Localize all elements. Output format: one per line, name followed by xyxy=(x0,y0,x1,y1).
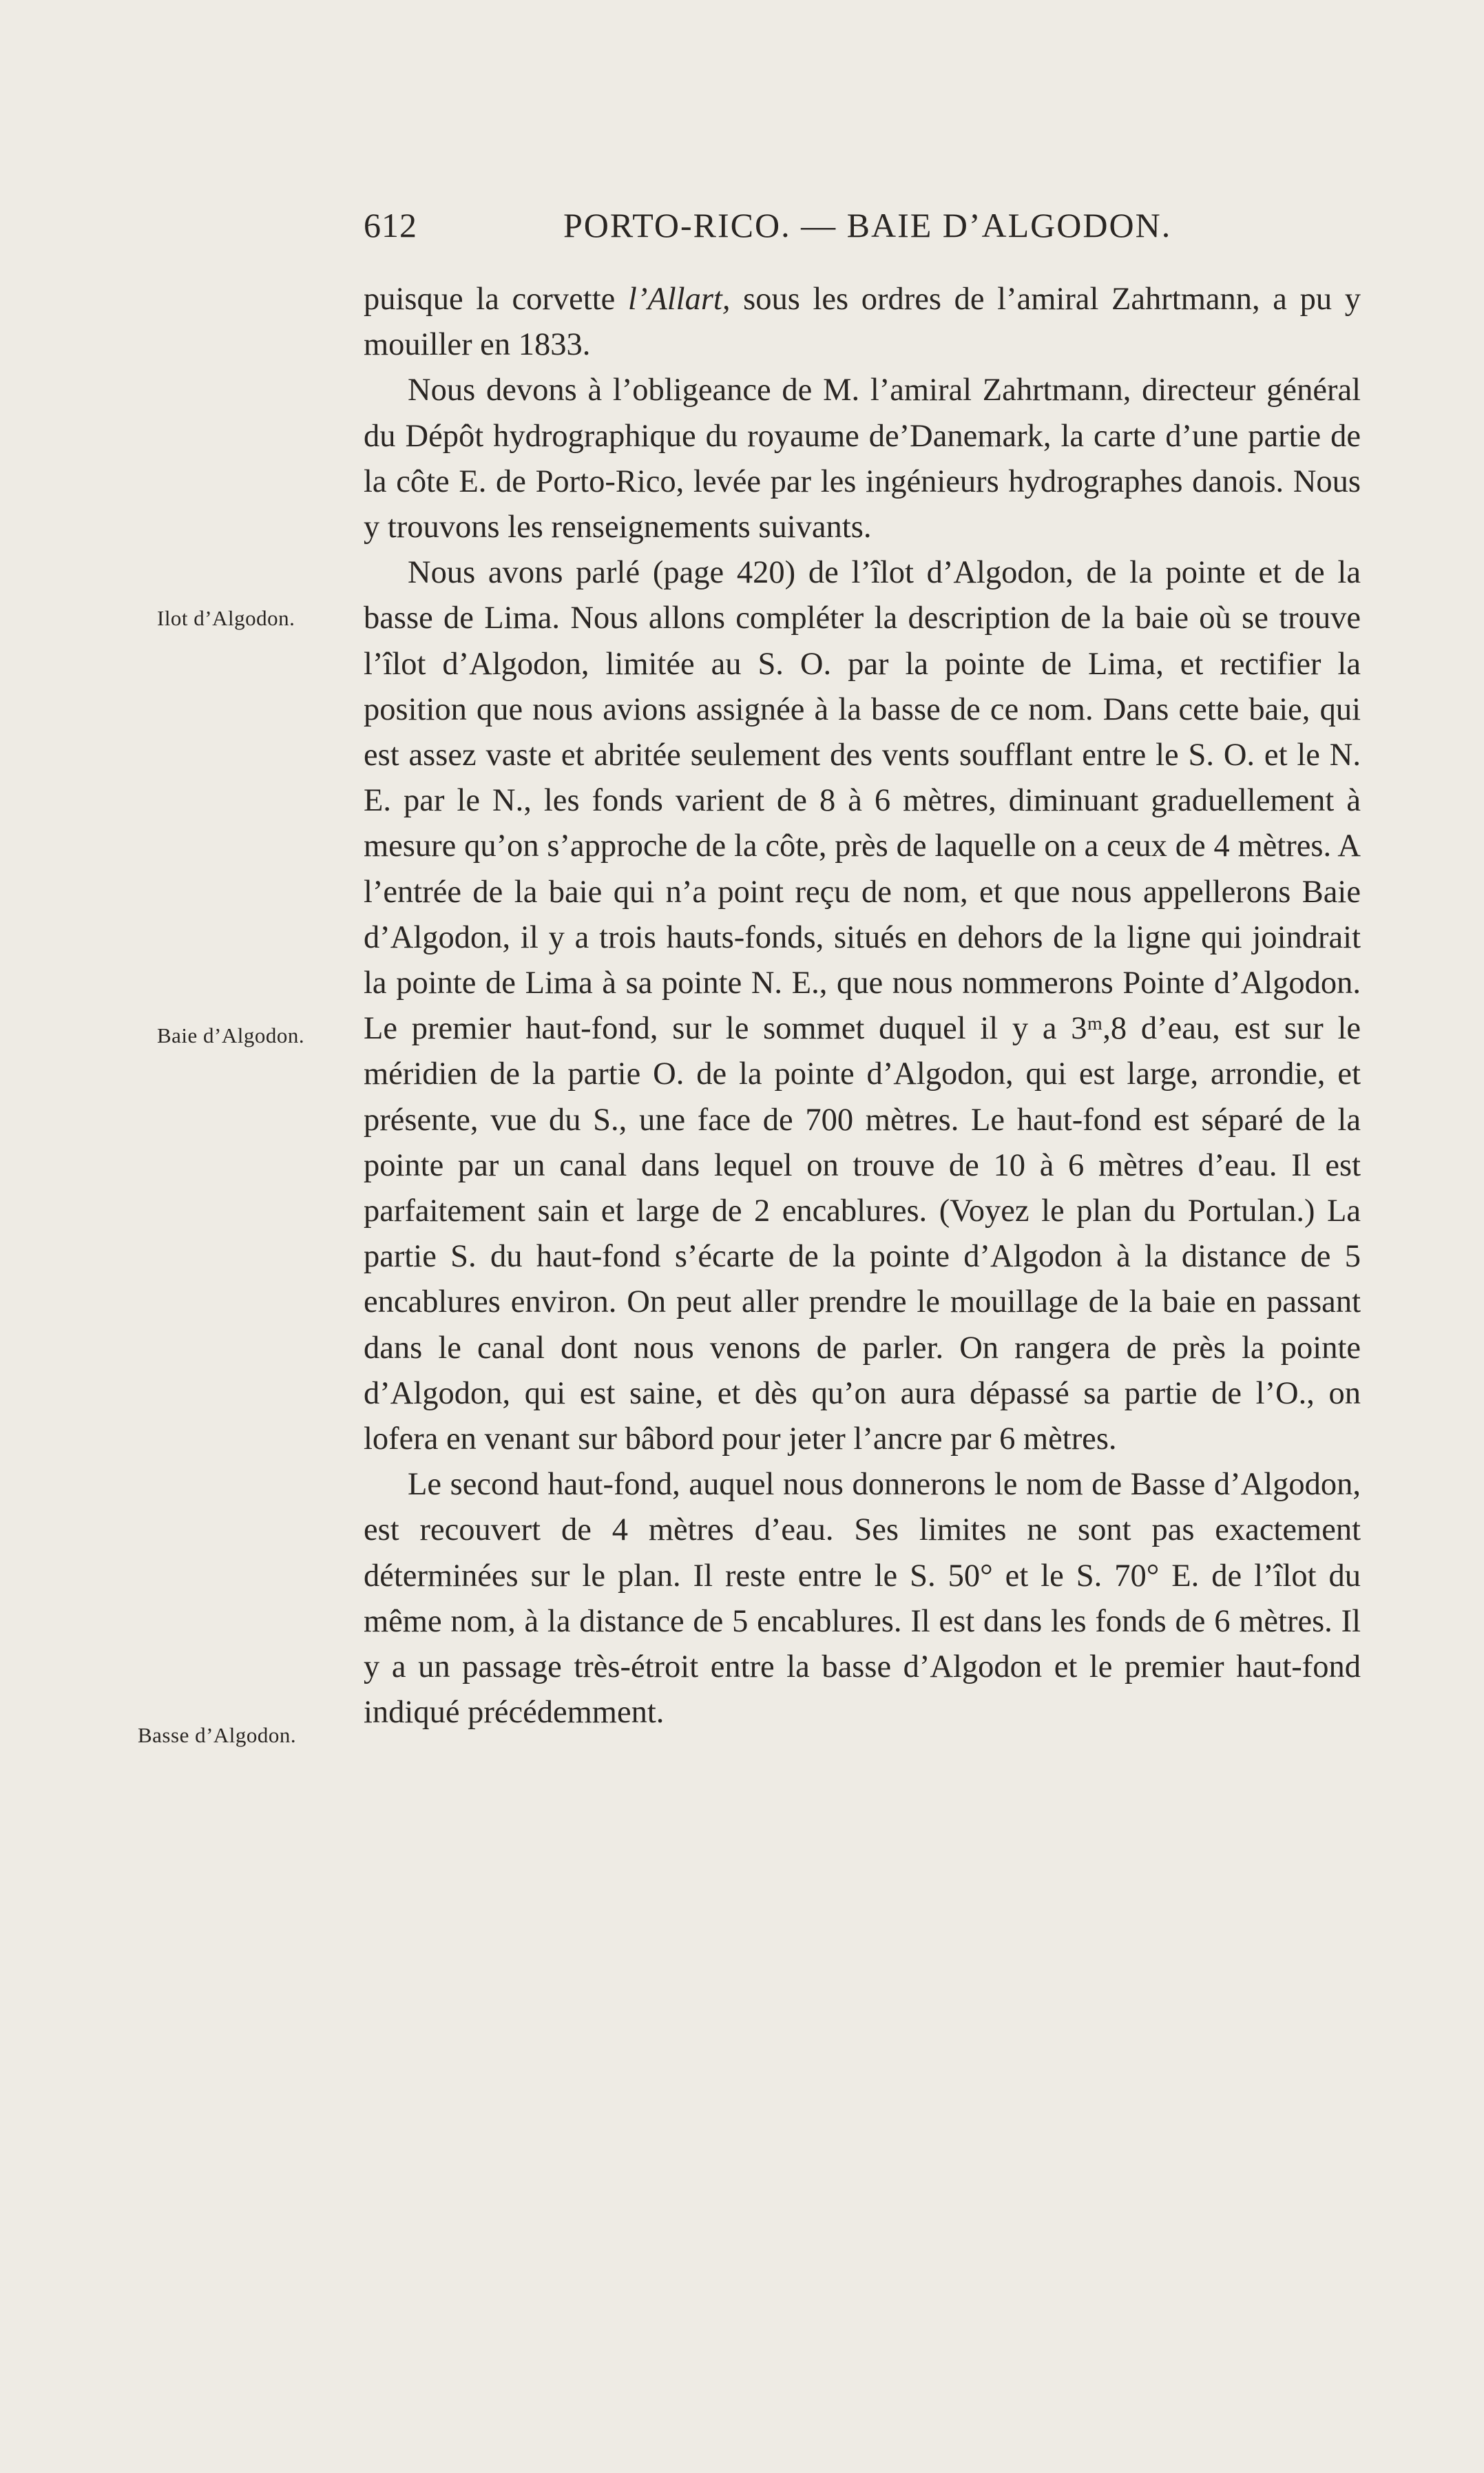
page-header xyxy=(364,205,1361,247)
paragraph-continuation xyxy=(364,277,1361,368)
margin-note-baie: Baie d’Algodon. xyxy=(157,1023,305,1047)
body-text xyxy=(364,277,1361,1736)
paragraph-zahrtmann: Nous devons à l’obligeance de M. l’amiral Zahrtmann, directeur général du Dépôt hydrographique du royaume de’Danemark, la carte d’une partie de la côte E. de Porto-Rico, levée par les ingénieurs hydrographes danois. Nous y trouvons les renseignements suivants. xyxy=(364,373,1361,545)
paragraph-text: sous les ordres de l’amiral Zahrtmann, a pu y mouiller en 1833. xyxy=(364,282,1361,363)
ship-name: l’Allart, xyxy=(627,282,731,317)
running-title: PORTO-RICO. — BAIE D’ALGODON. xyxy=(563,206,1172,244)
paragraph-ilot-baie: Nous avons parlé (page 420) de l’îlot d’Algodon, de la pointe et de la basse de Lima. Nous allons compléter la description de la baie où se trouve l’îlot d’Algodon, limitée au S. O. par la pointe de Lima, et rectifier la position que nous avions assignée à la basse de ce nom. Dans cette baie, qui est assez vaste et abritée seulement des vents soufflant entre le S. O. et le N. E. par le N., les fonds varient de 8 à 6 mètres, diminuant graduellement à mesure qu’on s’approche de la côte, près de laquelle on a ceux de 4 mètres. A l’entrée de la baie qui n’a point reçu de nom, et que nous appellerons Baie d’Algodon, il y a trois hauts-fonds, situés en dehors de la ligne qui joindrait la pointe de Lima à sa pointe N. E., que nous nommerons Pointe d’Algodon. Le premier haut-fond, sur le sommet duquel il y a 3ᵐ,8 d’eau, est sur le méridien de la partie O. de la pointe d’Algodon, qui est large, arrondie, et présente, vue du S., une face de 700 mètres. Le haut-fond est séparé de la pointe par un canal dans lequel on trouve de 10 à 6 mètres d’eau. Il est parfaitement sain et large de 2 encablures. (Voyez le plan du Portulan.) La partie S. du haut-fond s’écarte de la pointe d’Algodon à la distance de 5 encablures environ. On peut aller prendre le mouillage de la baie en passant dans le canal dont nous venons de parler. On rangera de près la pointe d’Algodon, qui est saine, et dès qu’on aura dépassé sa partie de l’O., on lofera en venant sur bâbord pour jeter l’ancre par 6 mètres. xyxy=(364,555,1361,1457)
margin-note-ilot: Ilot d’Algodon. xyxy=(157,606,295,630)
paragraph-basse: Le second haut-fond, auquel nous donnerons le nom de Basse d’Algodon, est recouvert de 4 mètres d’eau. Ses limites ne sont pas exactement déterminées sur le plan. Il reste entre le S. 50° et le S. 70° E. de l’îlot du même nom, à la distance de 5 encablures. Il est dans les fonds de 6 mètres. Il y a un passage très-étroit entre la basse d’Algodon et le premier haut-fond indiqué précédemment. xyxy=(364,1467,1361,1731)
page-number: 612 xyxy=(364,206,417,244)
paragraph-text: puisque la corvette xyxy=(364,282,628,317)
margin-note-basse: Basse d’Algodon. xyxy=(138,1723,297,1747)
